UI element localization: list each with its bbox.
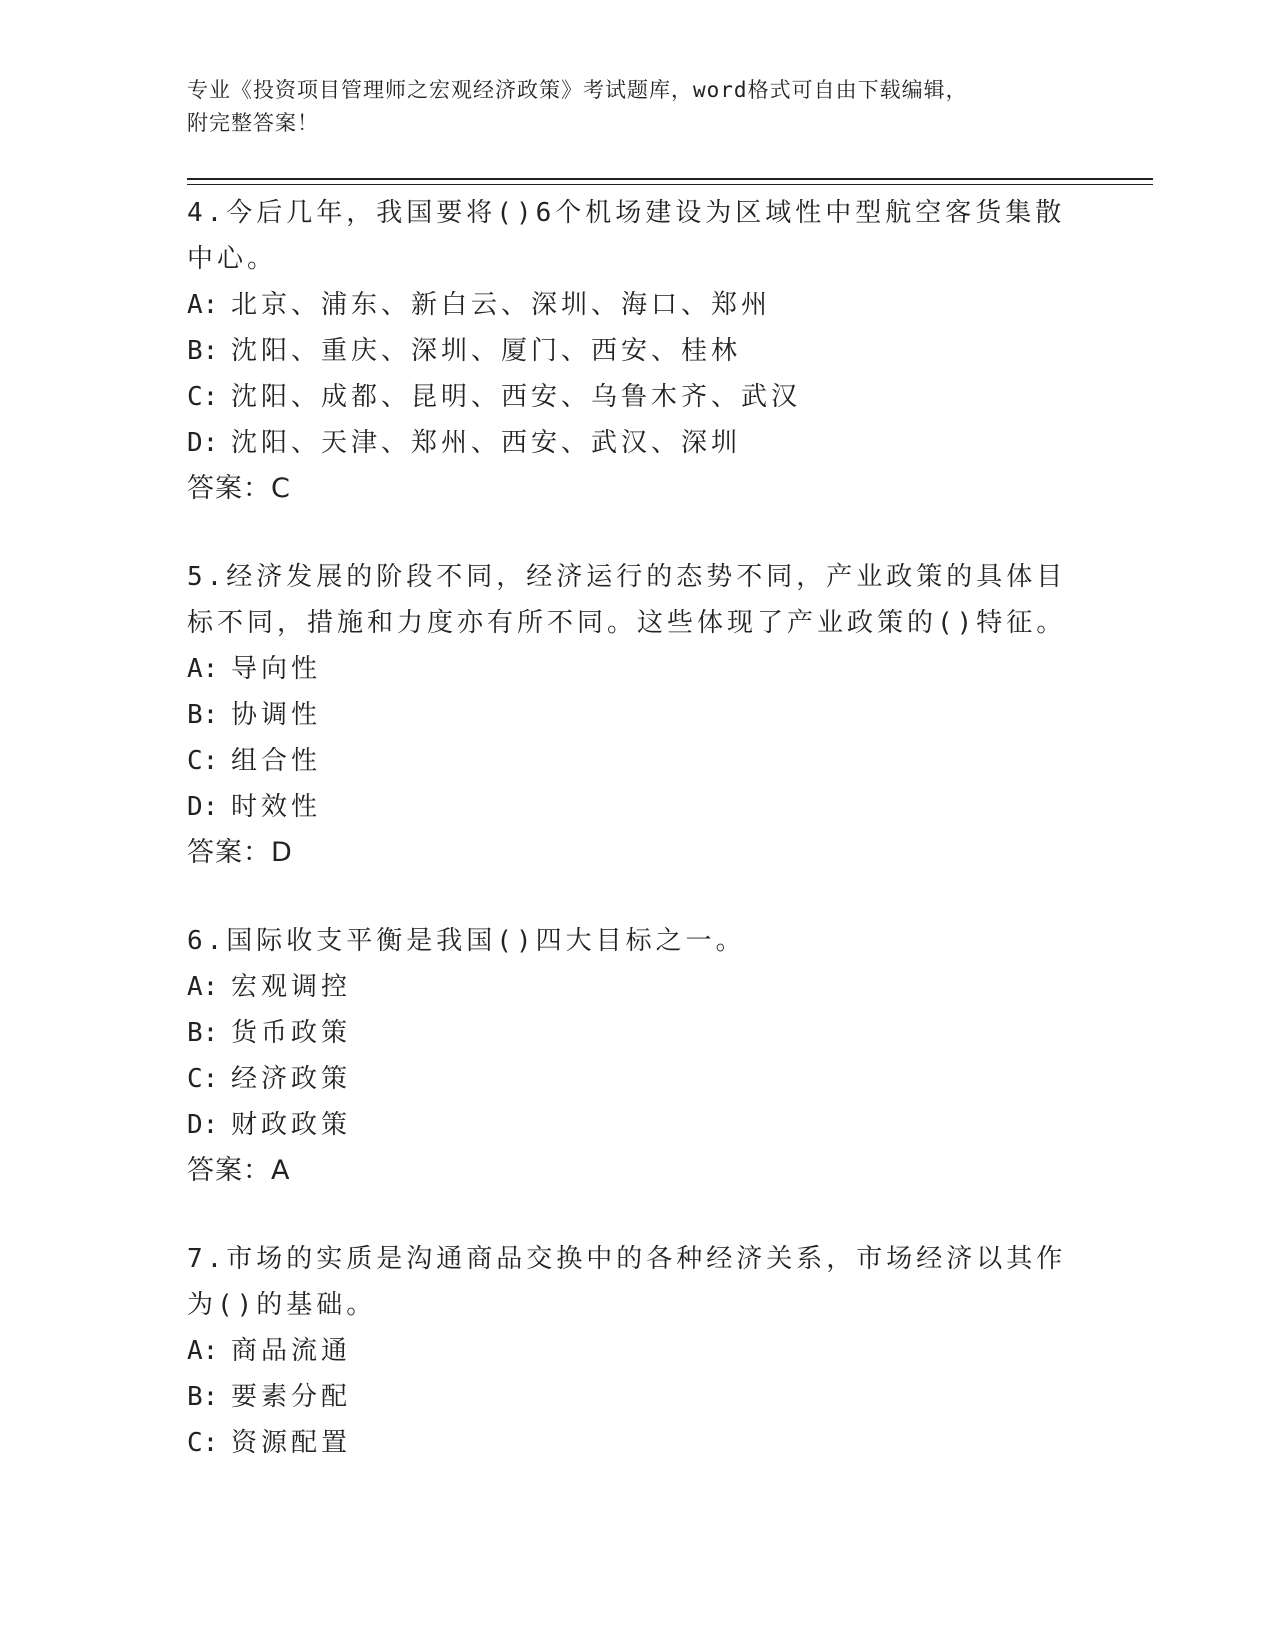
option-text: 北京、浦东、新白云、深圳、海口、郑州 — [231, 290, 772, 320]
option-text: 货币政策 — [231, 1018, 352, 1048]
question-list — [187, 190, 1087, 1508]
option-letter: A: — [187, 290, 219, 320]
header-line-2: 附完整答案！ — [187, 111, 319, 135]
option-letter: B: — [187, 336, 219, 366]
answer-text: 答案：C — [187, 473, 291, 504]
option-letter: D: — [187, 428, 219, 458]
option-text: 沈阳、成都、昆明、西安、乌鲁木齐、武汉 — [231, 382, 802, 412]
option-letter: A: — [187, 972, 219, 1002]
option-c — [187, 1056, 1087, 1102]
document-header — [187, 74, 1087, 140]
option-d — [187, 784, 1087, 830]
option-text: 组合性 — [231, 746, 322, 776]
option-d — [187, 1102, 1087, 1148]
option-text: 财政政策 — [231, 1110, 352, 1140]
option-letter: B: — [187, 1018, 219, 1048]
option-text: 导向性 — [231, 654, 322, 684]
option-text: 资源配置 — [231, 1428, 352, 1458]
option-letter: C: — [187, 1064, 219, 1094]
option-text: 经济政策 — [231, 1064, 352, 1094]
option-text: 沈阳、天津、郑州、西安、武汉、深圳 — [231, 428, 742, 458]
question-5 — [187, 554, 1087, 876]
option-d — [187, 420, 1087, 466]
option-letter: D: — [187, 792, 219, 822]
option-c — [187, 1420, 1087, 1466]
option-a — [187, 282, 1087, 328]
question-6 — [187, 918, 1087, 1194]
option-letter: C: — [187, 382, 219, 412]
option-letter: A: — [187, 654, 219, 684]
question-stem: 6.国际收支平衡是我国()四大目标之一。 — [187, 926, 746, 956]
option-text: 宏观调控 — [231, 972, 352, 1002]
option-letter: B: — [187, 700, 219, 730]
option-a — [187, 646, 1087, 692]
question-stem: 7.市场的实质是沟通商品交换中的各种经济关系，市场经济以其作为()的基础。 — [187, 1244, 1067, 1320]
option-c — [187, 738, 1087, 784]
header-divider-thin — [187, 184, 1153, 185]
option-b — [187, 328, 1087, 374]
question-stem: 4.今后几年，我国要将()6个机场建设为区域性中型航空客货集散中心。 — [187, 198, 1066, 274]
option-text: 商品流通 — [231, 1336, 352, 1366]
question-4 — [187, 190, 1087, 512]
header-divider-thick — [187, 178, 1153, 180]
answer-text: 答案：D — [187, 837, 293, 868]
option-a — [187, 1328, 1087, 1374]
option-b — [187, 1010, 1087, 1056]
option-text: 协调性 — [231, 700, 322, 730]
option-letter: B: — [187, 1382, 219, 1412]
option-c — [187, 374, 1087, 420]
option-b — [187, 692, 1087, 738]
option-letter: A: — [187, 1336, 219, 1366]
option-text: 沈阳、重庆、深圳、厦门、西安、桂林 — [231, 336, 742, 366]
option-letter: C: — [187, 746, 219, 776]
option-letter: D: — [187, 1110, 219, 1140]
option-text: 要素分配 — [231, 1382, 352, 1412]
option-b — [187, 1374, 1087, 1420]
question-stem: 5.经济发展的阶段不同，经济运行的态势不同，产业政策的具体目标不同，措施和力度亦有所不同。这些体现了产业政策的()特征。 — [187, 562, 1067, 638]
question-7 — [187, 1236, 1087, 1466]
option-letter: C: — [187, 1428, 219, 1458]
answer-text: 答案：A — [187, 1155, 291, 1186]
option-text: 时效性 — [231, 792, 322, 822]
header-line-1: 专业《投资项目管理师之宏观经济政策》考试题库，word格式可自由下载编辑， — [187, 78, 968, 102]
option-a — [187, 964, 1087, 1010]
